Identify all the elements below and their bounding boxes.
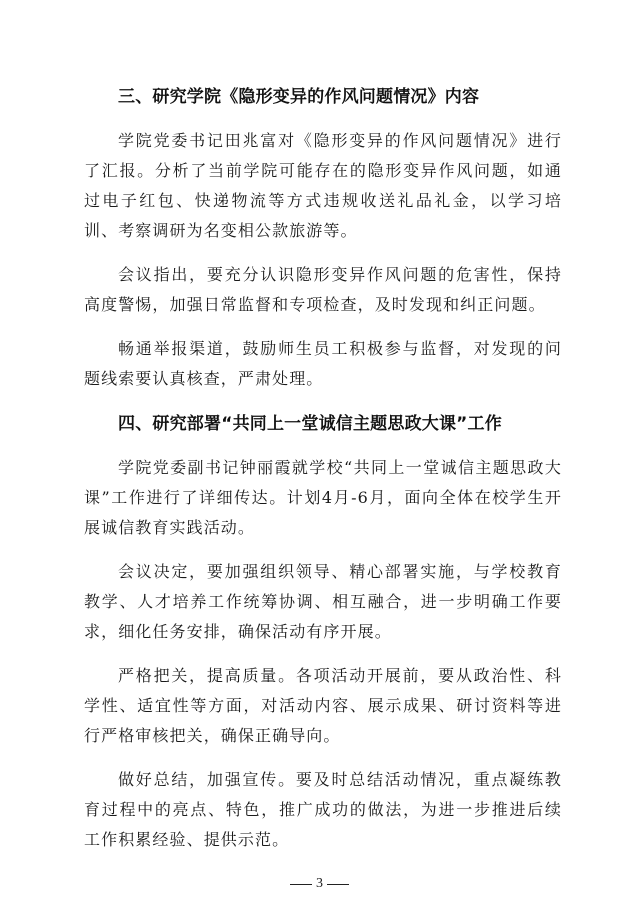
section-4-paragraph-1: 学院党委副书记钟丽霞就学校“共同上一堂诚信主题思政大课”工作进行了详细传达。计划4月-6月，面向全体在校学生开展诚信教育实践活动。 bbox=[84, 458, 562, 537]
section-3-paragraph-2: 会议指出，要充分认识隐形变异作风问题的危害性，保持高度警惕，加强日常监督和专项检查，及时发现和纠正问题。 bbox=[84, 265, 562, 314]
section-4-paragraph-2: 会议决定，要加强组织领导、精心部署实施，与学校教育教学、人才培养工作统筹协调、相互融合，进一步明确工作要求，细化任务安排，确保活动有序开展。 bbox=[84, 562, 562, 641]
section-4-paragraph-3: 严格把关，提高质量。各项活动开展前，要从政治性、科学性、适宜性等方面，对活动内容、展示成果、研讨资料等进行严格审核把关，确保正确导向。 bbox=[84, 666, 562, 745]
section-4-heading: 四、研究部署“共同上一堂诚信主题思政大课”工作 bbox=[118, 414, 502, 434]
footer-rule-left bbox=[290, 884, 312, 885]
section-3-paragraph-3: 畅通举报渠道，鼓励师生员工积极参与监督，对发现的问题线索要认真核查，严肃处理。 bbox=[84, 339, 562, 388]
page-footer bbox=[0, 874, 639, 894]
section-4-paragraph-4: 做好总结，加强宣传。要及时总结活动情况，重点凝练教育过程中的亮点、特色，推广成功的做法，为进一步推进后续工作积累经验、提供示范。 bbox=[84, 770, 562, 849]
document-body bbox=[84, 82, 562, 855]
footer-rule-right bbox=[327, 884, 349, 885]
section-3-paragraph-1: 学院党委书记田兆富对《隐形变异的作风问题情况》进行了汇报。分析了当前学院可能存在的隐形变异作风问题，如通过电子红包、快递物流等方式违规收送礼品礼金，以学习培训、考察调研为名变相公款旅游等。 bbox=[84, 131, 562, 240]
section-3-heading: 三、研究学院《隐形变异的作风问题情况》内容 bbox=[118, 87, 480, 107]
page-number: 3 bbox=[316, 876, 323, 891]
